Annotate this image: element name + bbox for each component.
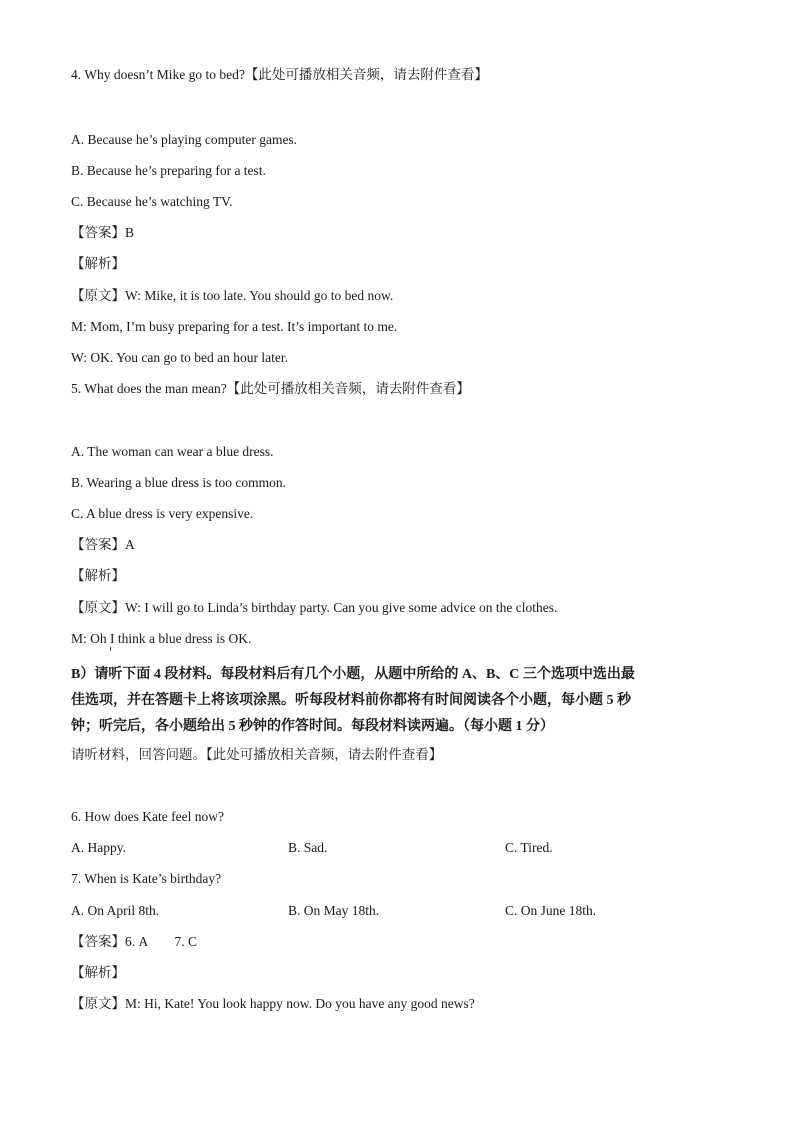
q6-option-b: B. Sad. [288, 840, 328, 855]
q7-option-b: B. On May 18th. [288, 903, 380, 918]
q7-option-c: C. On June 18th. [505, 903, 597, 918]
q4-analysis: 【解析】 [71, 256, 125, 271]
q5-transcript-1: 【原文】W: I will go to Linda’s birthday party. Can you give some advice on the clothes. [71, 600, 558, 615]
q6-question: 6. How does Kate feel now? [71, 809, 224, 824]
q4-option-a: A. Because he’s playing computer games. [71, 132, 298, 147]
q5-transcript-2: M: Oh I think a blue dress is OK. [71, 631, 252, 646]
q67-transcript-1: 【原文】M: Hi, Kate! You look happy now. Do you have any good news? [71, 996, 475, 1011]
q6-option-c: C. Tired. [505, 840, 553, 855]
q4-transcript-3: W: OK. You can go to bed an hour later. [71, 350, 288, 365]
section-b-prompt: 请听材料，回答问题。【此处可播放相关音频，请去附件查看】 [71, 747, 443, 762]
q5-analysis: 【解析】 [71, 568, 125, 583]
q6-option-a: A. Happy. [71, 840, 126, 855]
q5-option-a: A. The woman can wear a blue dress. [71, 444, 274, 459]
q4-question: 4. Why doesn’t Mike go to bed?【此处可播放相关音频，请去附件查看】 [71, 67, 488, 82]
q6-options-row [71, 839, 721, 857]
q7-question: 7. When is Kate’s birthday? [71, 871, 222, 886]
q7-option-a: A. On April 8th. [71, 903, 160, 918]
section-b-instruction-3: 钟；听完后，各小题给出 5 秒钟的作答时间。每段材料读两遍。（每小题 1 分） [71, 719, 554, 734]
q67-answer: 【答案】6. A 7. C [71, 934, 198, 949]
q4-option-c: C. Because he’s watching TV. [71, 194, 233, 209]
q5-option-c: C. A blue dress is very expensive. [71, 506, 254, 521]
q4-transcript-1: 【原文】W: Mike, it is too late. You should go to bed now. [71, 288, 394, 303]
q7-options-row [71, 902, 721, 920]
q4-transcript-2: M: Mom, I’m busy preparing for a test. It’s important to me. [71, 319, 398, 334]
q5-option-b: B. Wearing a blue dress is too common. [71, 475, 287, 490]
q5-answer: 【答案】A [71, 537, 135, 552]
q67-analysis: 【解析】 [71, 965, 125, 980]
stray-mark [110, 647, 111, 651]
section-b-instruction-2: 佳选项，并在答题卡上将该项涂黑。听每段材料前你都将有时间阅读各个小题，每小题 5 秒 [71, 693, 631, 708]
q4-option-b: B. Because he’s preparing for a test. [71, 163, 266, 178]
q5-question: 5. What does the man mean?【此处可播放相关音频，请去附件查看】 [71, 381, 470, 396]
section-b-instruction-1: B）请听下面 4 段材料。每段材料后有几个小题，从题中所给的 A、B、C 三个选项中选出最 [71, 667, 635, 682]
q4-answer: 【答案】B [71, 225, 135, 240]
